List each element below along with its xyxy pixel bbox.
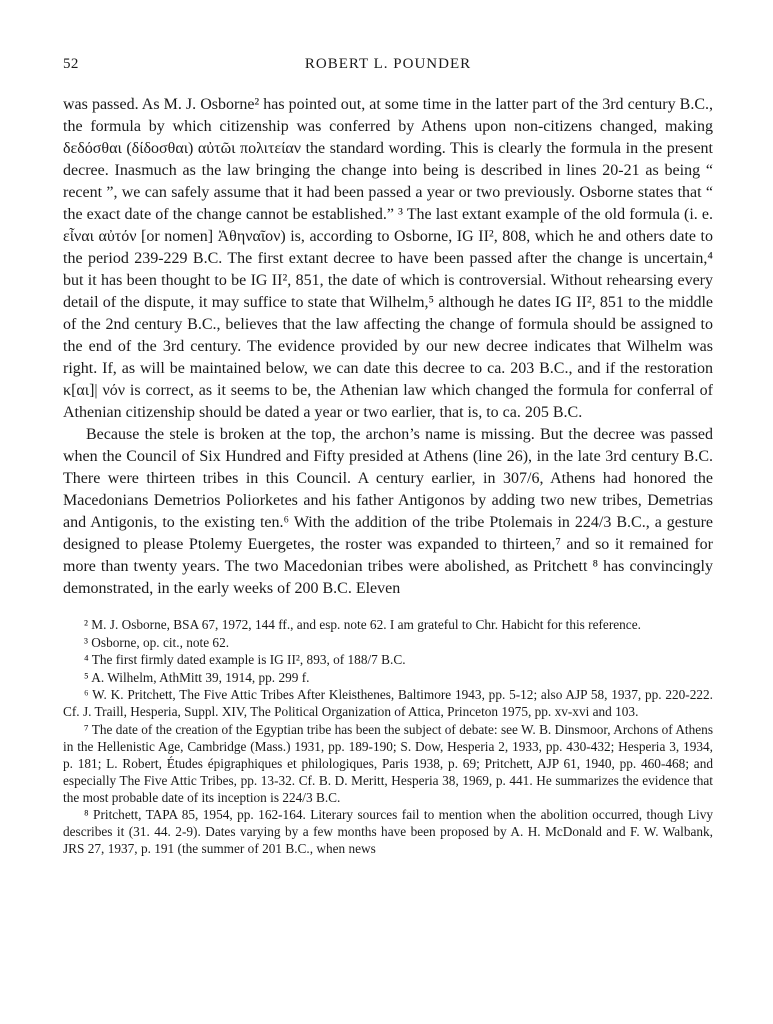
paragraph-1: was passed. As M. J. Osborne² has pointed out, at some time in the latter part of the 3rd century B.C., the formula by which citizenship was conferred by Athens upon non-citizens changed, making δεδόσθαι (δίδοσθαι) αὐτῶι πολιτείαν the standard wording. This is clearly the formula in the present decree. Inasmuch as the law bringing the change into being is described in lines 20-21 as being “ recent ”, we can safely assume that it had been passed a year or two previously. Osborne states that “ the exact date of the change cannot be established.” ³ The last extant example of the old formula (i. e. εἶναι αὐτόν [or nomen] Ἀθηναῖον) is, according to Osborne, IG II², 808, which he and others date to the period 239-229 B.C. The first extant decree to have been passed after the change is uncertain,⁴ but it has been thought to be IG II², 851, the date of which is controversial. Without rehearsing every detail of the dispute, it may suffice to state that Wilhelm,⁵ although he dates IG II², 851 to the middle of the 2nd century B.C., believes that the law affecting the change of formula should be assigned to the end of the 3rd century. The evidence provided by our new decree indicates that Wilhelm was right. If, as will be maintained below, we can date this decree to ca. 203 B.C., and if the restoration κ[αι]| νόν is correct, as it seems to be, the Athenian law which changed the formula for conferral of Athenian citizenship should be dated a year or two earlier, that is, to ca. 205 B.C.	[63, 96, 713, 421]
footnote-3: ³ Osborne, op. cit., note 62.	[84, 634, 230, 650]
page	[63, 56, 713, 857]
running-head-author: ROBERT L. POUNDER	[304, 56, 472, 72]
footnote-6: ⁶ W. K. Pritchett, The Five Attic Tribes After Kleisthenes, Baltimore 1943, pp. 5-12; also AJP 58, 1937, pp. 220-222. Cf. J. Traill, Hesperia, Suppl. XIV, The Political Organization of Attica, Princeton 1975, pp. xv-xvi and 103.	[63, 687, 713, 719]
page-number: 52	[63, 56, 79, 72]
running-header	[63, 56, 713, 78]
main-text	[63, 94, 713, 600]
footnotes	[63, 616, 713, 857]
footnote-5: ⁵ A. Wilhelm, AthMitt 39, 1914, pp. 299 f.	[84, 669, 310, 685]
footnote-2: ² M. J. Osborne, BSA 67, 1972, 144 ff., and esp. note 62. I am grateful to Chr. Habicht for this reference.	[84, 617, 641, 632]
footnote-4: ⁴ The first firmly dated example is IG II², 893, of 188/7 B.C.	[84, 652, 406, 667]
footnote-8: ⁸ Pritchett, TAPA 85, 1954, pp. 162-164. Literary sources fail to mention when the abolition occurred, though Livy describes it (31. 44. 2-9). Dates varying by a few months have been proposed by A. H. McDonald and F. W. Walbank, JRS 27, 1937, p. 191 (the summer of 201 B.C., when news	[63, 807, 713, 856]
paragraph-2: Because the stele is broken at the top, the archon’s name is missing. But the decree was passed when the Council of Six Hundred and Fifty presided at Athens (line 26), in the late 3rd century B.C. There were thirteen tribes in this Council. A century earlier, in 307/6, Athens had honored the Macedonians Demetrios Poliorketes and his father Antigonos by adding two new tribes, Demetrias and Antigonis, to the existing ten.⁶ With the addition of the tribe Ptolemais in 224/3 B.C., a gesture designed to please Ptolemy Euergetes, the roster was expanded to thirteen,⁷ and so it remained for more than twenty years. The two Macedonian tribes were abolished, as Pritchett ⁸ has convincingly demonstrated, in the early weeks of 200 B.C. Eleven	[63, 426, 713, 597]
footnote-7: ⁷ The date of the creation of the Egyptian tribe has been the subject of debate: see W. B. Dinsmoor, Archons of Athens in the Hellenistic Age, Cambridge (Mass.) 1931, pp. 189-190; S. Dow, Hesperia 2, 1933, pp. 430-432; Hesperia 3, 1934, p. 181; L. Robert, Études épigraphiques et philologiques, Paris 1938, p. 69; Pritchett, AJP 61, 1940, pp. 460-468; and especially The Five Attic Tribes, pp. 13-32. Cf. B. D. Meritt, Hesperia 38, 1969, p. 441. He summarizes the evidence that the most probable date of its inception is 224/3 B.C.	[63, 721, 713, 805]
